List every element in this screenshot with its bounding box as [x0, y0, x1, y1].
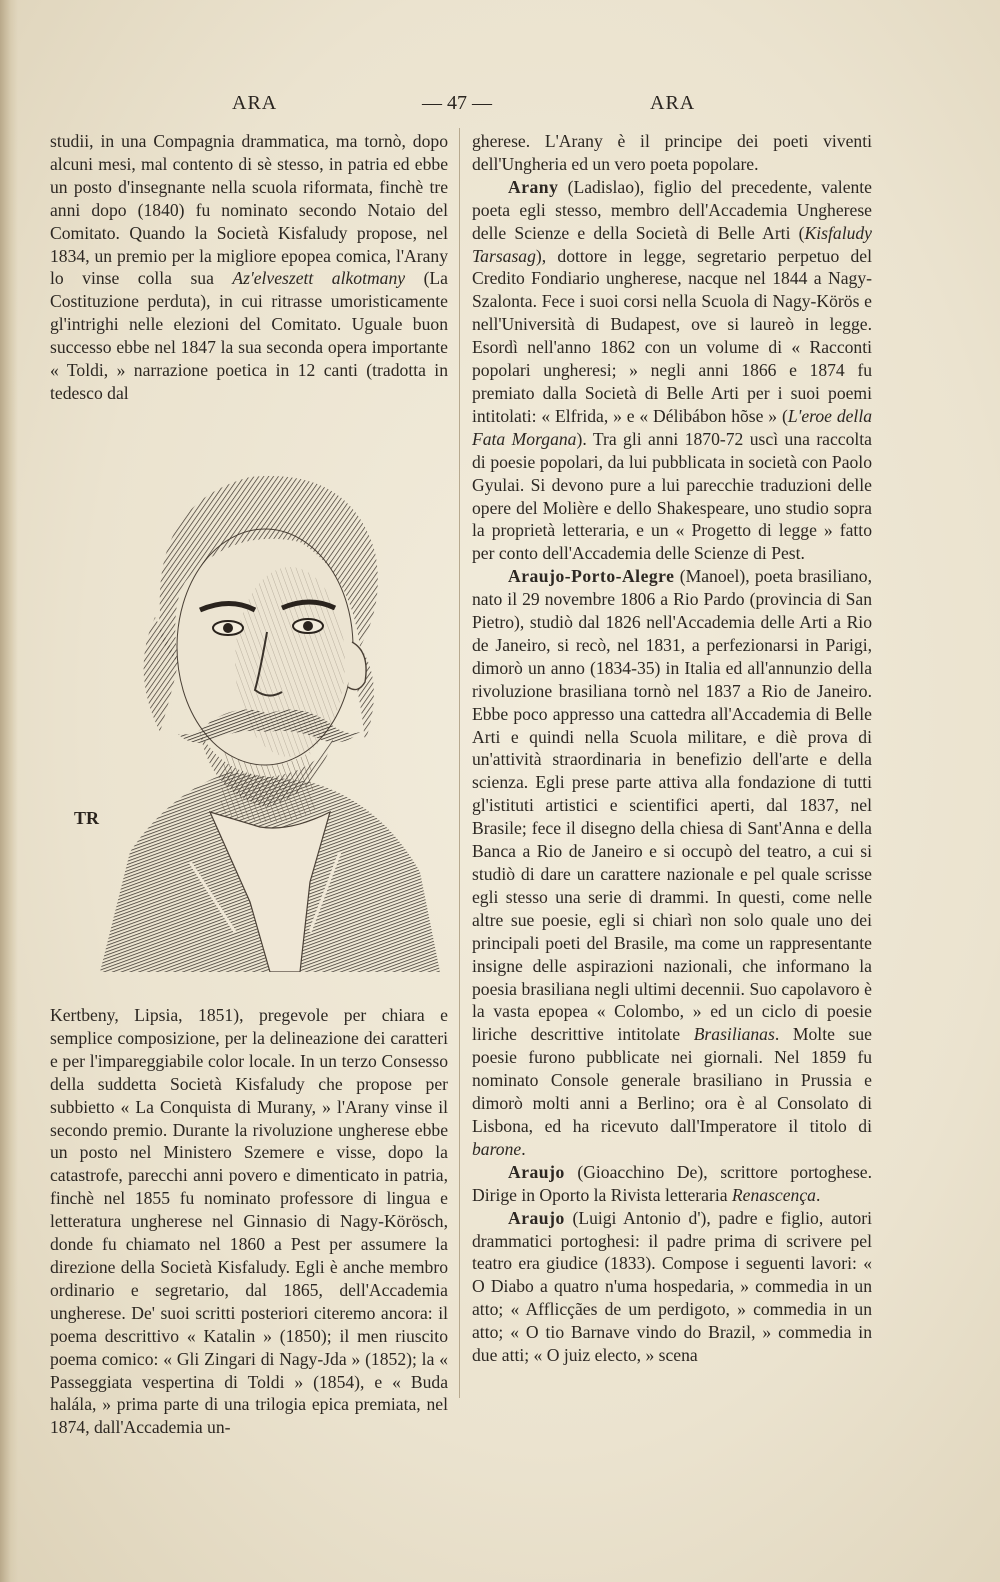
headword: Arany — [508, 176, 559, 197]
running-header — [0, 92, 1000, 122]
paragraph: Kertbeny, Lipsia, 1851), pregevole per chiara e semplice composizione, per la delineazione dei caratteri e per l'impareggiabile color locale. In un terzo Consesso della suddetta Società Kisfaludy che propose per subbietto « La Conquista di Murany, » l'Arany vinse il secondo premio. Durante la rivoluzione ungherese ebbe un posto nel Ministero Szemere e visse, dopo la catastrofe, parecchi anni povero e dimenticato in patria, finchè nel 1855 fu nominato professore di lingua e letteratura ungherese nel Ginnasio di Nagy-Körösch, donde fu chiamato nel 1860 a Pest per assumere la direzione della Società Kisfaludy. Egli è anche membro ordinario e segretario, dal 1865, dell'Accademia ungherese. De' suoi scritti posteriori citeremo ancora: il poema descrittivo « Katalin » (1850); il men riuscito poema comico: « Gli Zingari di Nagy-Jda » (1852); la « Passeggiata vespertina di Toldi » (1854), e « Buda halála, » prima parte di una trilogia epica premiata, nel 1874, dall'Accademia un- — [50, 1005, 448, 1438]
entry-arany: Arany (Ladislao), figlio del precedente, valente poeta egli stesso, membro dell'Accademia Ungherese delle Scienze e della Società di Belle Arti (Kisfaludy Tarsasag), dottore in legge, segretario perpetuo del Credito Fondiario ungherese, nacque nel 1844 a Nagy-Szalonta. Fece i suoi corsi nella Scuola di Nagy-Körös e nell'Università di Budapest, ove si laureò in legge. Esordì nell'anno 1862 con un volume di « Racconti popolari ungheresi; » negli anni 1866 e 1874 fu premiato dalla Società di Belle Arti per i suoi poemi intitolati: « Elfrida, » e « Délibábon hõse » (L'eroe della Fata Morgana). Tra gli anni 1870-72 uscì una raccolta di poesie popolari, da lui pubblicata in società con Paolo Gyulai. Si devono pure a lui parecchie traduzioni delle opere del Molière e dello Shakespeare, uno studio sopra la proprietà letteraria, e un « Progetto di legge » fatto per conto dell'Accademia delle Scienze di Pest. — [472, 176, 872, 564]
left-column-bottom — [50, 1004, 448, 1439]
entry-araujo-gioacchino: Araujo (Gioacchino De), scrittore portoghese. Dirige in Oporto la Rivista letteraria Renascença. — [472, 1161, 872, 1205]
entry-araujo-luigi: Araujo (Luigi Antonio d'), padre e figlio, autori drammatici portoghesi: il padre prima di scrivere pel teatro era giudice (1833). Compose i seguenti lavori: « O Diabo a quatro n'uma hospedaria, » commedia in un atto; « Afflicçães de um perdigoto, » commedia in un atto; « O tio Barnave vindo do Brazil, » commedia in due atti; « O juiz electo, » scena — [472, 1207, 872, 1366]
headword: Araujo — [508, 1161, 565, 1182]
page-edge — [0, 0, 18, 1582]
engraver-monogram: TR — [74, 808, 100, 828]
entry-araujo-porto-alegre: Araujo-Porto-Alegre (Manoel), poeta brasiliano, nato il 29 novembre 1806 a Rio Pardo (provincia di San Pietro), studiò dal 1826 nell'Accademia delle Arti a Rio de Janeiro, si recò, nel 1831, a perfezionarsi in Parigi, dimorò un anno (1834-35) in Italia ed all'annunzio della rivoluzione brasiliana tornò nel 1837 a Rio de Janeiro. Ebbe poco appresso una cattedra all'Accademia di Belle Arti e quindi nella Scuola militare, e diè prova di un'attività straordinaria in benefizio dell'arte e della scienza. Egli prese parte attiva alla fondazione di tutti gl'istituti artistici e scientifici aperti, dal 1837, nel Brasile; fece il disegno della chiesa di Sant'Anna e della Banca a Rio de Janeiro e si occupò del teatro, a cui si studiò di dare un carattere nazionale e pel quale scrisse egli stesso una serie di drammi. In questi, come nelle altre sue poesie, egli si chiarì non solo quale uno dei principali poeti del Brasile, ma come un rappresentante insigne delle aspirazioni nazionali, che informano la poesia brasiliana negli ultimi decennii. Suo capolavoro è la vasta epopea « Colombo, » ed un ciclo di poesie liriche descrittive intitolate Brasilianas. Molte sue poesie furono pubblicate nei giornali. Nel 1859 fu nominato Console generale brasiliano in Prussia e dimorò molti anni a Berlino; ora è al Consolato di Lisbona, ed ha ricevuto dall'Imperatore il titolo di barone. — [472, 566, 872, 1159]
header-right-word: ARA — [650, 92, 696, 114]
headword: Araujo-Porto-Alegre — [508, 566, 675, 587]
left-column-top — [50, 130, 448, 405]
paragraph: gherese. L'Arany è il principe dei poeti viventi dell'Ungheria ed un vero poeta popolare. — [472, 131, 872, 174]
header-left-word: ARA — [232, 92, 278, 114]
headword: Araujo — [508, 1207, 565, 1228]
paragraph: studii, in una Compagnia drammatica, ma tornò, dopo alcuni mesi, mal contento di sè stesso, in patria ed ebbe un posto d'insegnante nella scuola riformata, finchè tre anni dopo (1840) fu nominato secondo Notaio del Comitato. Quando la Società Kisfaludy propose, nel 1834, un premio per la migliore epopea comica, l'Arany lo vinse colla sua Az'elveszett alkotmany (La Costituzione perduta), in cui ritrasse umoristicamente gl'intrighi nelle elezioni del Comitato. Uguale buon successo ebbe nel 1847 la sua seconda opera importante « Toldi, » narrazione poetica in 12 canti (tradotta in tedesco dal — [50, 131, 448, 403]
page-number: — 47 — — [422, 92, 492, 114]
italic-title: Az'elveszett alkotmany — [232, 268, 406, 289]
portrait-engraving — [60, 432, 450, 972]
right-column — [472, 130, 872, 1367]
column-divider — [459, 128, 460, 1398]
